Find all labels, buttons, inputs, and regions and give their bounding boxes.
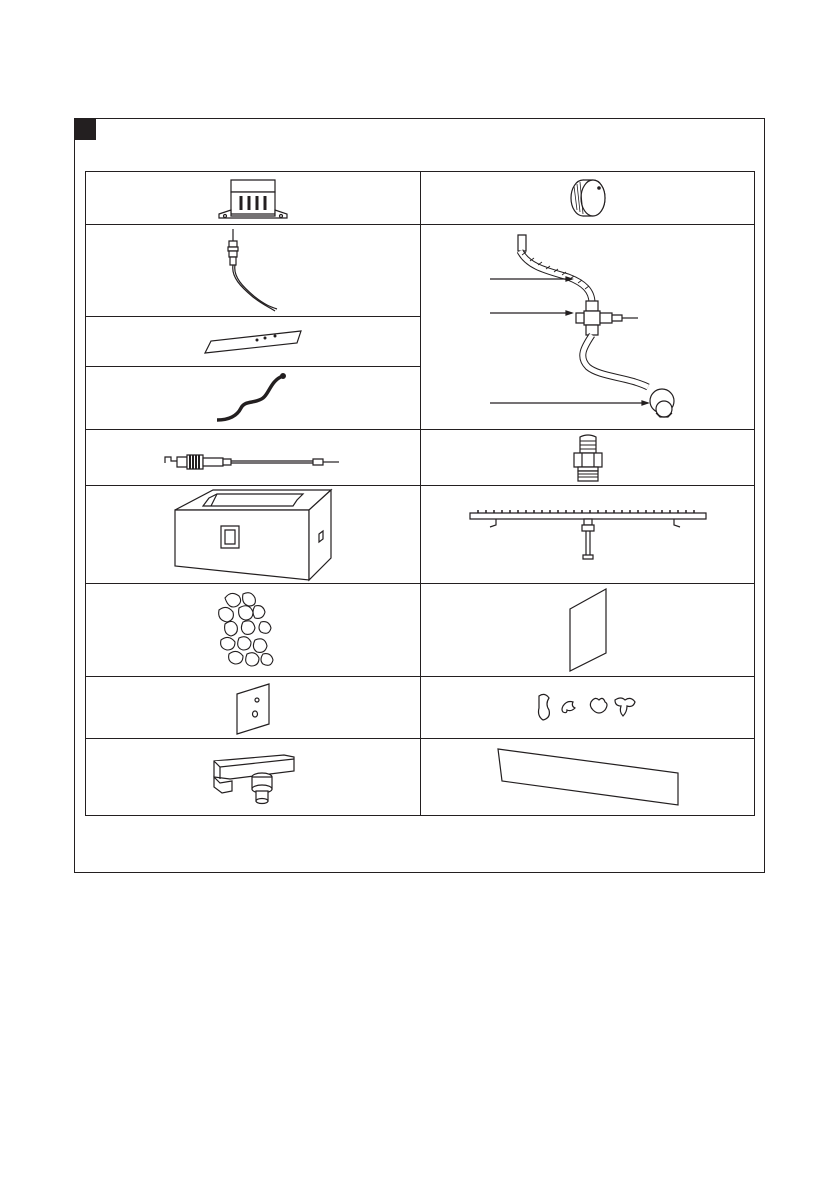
part-cell-small-plate	[86, 677, 421, 739]
part-cell-thermocouple	[86, 225, 421, 317]
part-cell-gas-valve-hose-assembly	[421, 225, 755, 430]
gas-valve-hose-assembly-illustration	[488, 227, 688, 427]
lava-rocks-illustration	[211, 588, 295, 672]
part-cell-clamp	[86, 739, 421, 816]
wire-illustration	[213, 370, 293, 426]
small-plate-illustration	[233, 680, 273, 736]
section-marker-square	[74, 118, 96, 140]
flat-bracket-illustration	[203, 327, 303, 357]
part-cell-panel	[421, 584, 755, 677]
igniter-electrode-illustration	[163, 443, 343, 473]
burner-tube-illustration	[468, 509, 708, 561]
part-cell-fire-table-base	[86, 486, 421, 584]
part-cell-igniter-electrode	[86, 430, 421, 486]
thermocouple-illustration	[223, 227, 283, 315]
control-knob-illustration	[563, 176, 613, 220]
fire-table-base-illustration	[173, 488, 333, 582]
part-cell-hose-fitting	[421, 430, 755, 486]
clamp-illustration	[210, 747, 296, 807]
panel-illustration	[566, 587, 610, 673]
hose-fitting-illustration	[570, 433, 606, 483]
part-cell-control-knob	[421, 172, 755, 225]
part-cell-long-panel	[421, 739, 755, 816]
part-cell-lava-rocks	[86, 584, 421, 677]
parts-table	[85, 171, 755, 816]
part-cell-clip-set	[421, 677, 755, 739]
part-cell-flat-bracket	[86, 317, 421, 367]
part-cell-wire	[86, 367, 421, 430]
burner-box-illustration	[217, 176, 289, 220]
long-panel-illustration	[496, 747, 680, 807]
part-cell-burner-box	[86, 172, 421, 225]
clip-set-illustration	[533, 690, 643, 726]
part-cell-burner-tube	[421, 486, 755, 584]
